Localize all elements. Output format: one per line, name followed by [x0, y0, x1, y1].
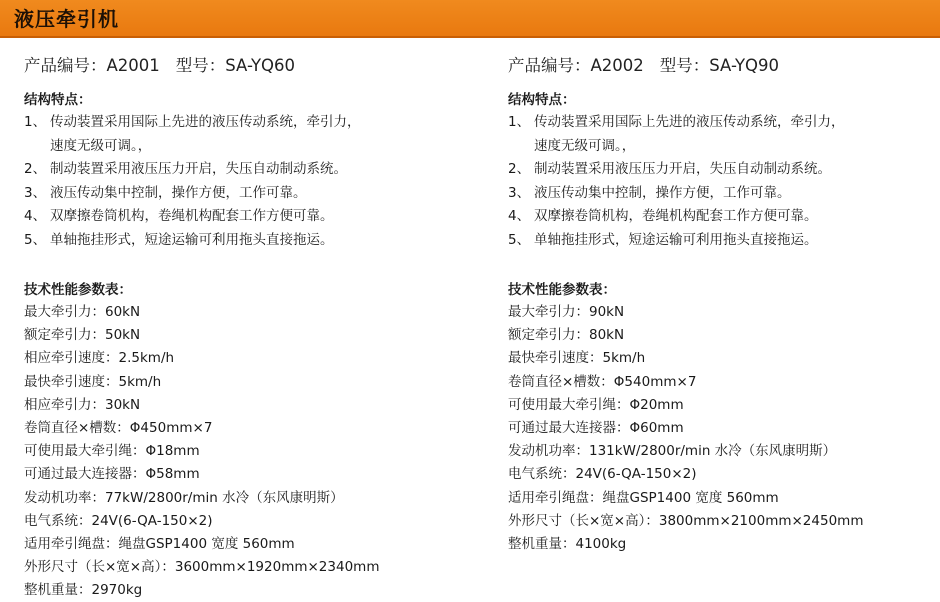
- spec-row: 整机重量：4100kg: [508, 535, 627, 552]
- feature-number: 1、: [24, 114, 47, 130]
- spec-row: 发动机功率：77kW/2800r/min 水冷（东风康明斯）: [24, 489, 344, 506]
- feature-item: [24, 182, 474, 206]
- feature-number: 5、: [24, 231, 47, 248]
- spec-row: 相应牵引力：30kN: [24, 396, 141, 413]
- model-label: 型号：: [659, 56, 710, 75]
- spec-row: 卷筒直径×槽数：Φ540mm×7: [508, 373, 697, 390]
- feature-text: 单轴拖挂形式，短途运输可利用拖头直接拖运。: [50, 231, 334, 248]
- model-number: SA-YQ90: [709, 56, 780, 75]
- features-list: [24, 111, 474, 252]
- specs-title: 技术性能参数表：: [508, 282, 616, 298]
- feature-item: [508, 182, 938, 206]
- page-title: 液压牵引机: [14, 7, 119, 31]
- features-title: 结构特点：: [508, 92, 576, 108]
- feature-text: 传动装置采用国际上先进的液压传动系统，牵引力，: [50, 114, 361, 130]
- spec-row: 最快牵引速度：5km/h: [508, 350, 646, 367]
- spec-row: 适用牵引绳盘：绳盘GSP1400 宽度 560mm: [508, 489, 779, 506]
- feature-text: 传动装置采用国际上先进的液压传动系统，牵引力，: [534, 114, 845, 130]
- product-code-label: 产品编号：: [24, 56, 107, 75]
- feature-text: 双摩擦卷筒机构，卷绳机构配套工作方便可靠。: [534, 208, 818, 224]
- spec-row: 外形尺寸（长×宽×高）：3800mm×2100mm×2450mm: [508, 512, 864, 529]
- spec-row: 电气系统：24V(6-QA-150×2): [508, 466, 697, 483]
- feature-item: [508, 205, 938, 229]
- feature-text: 制动装置采用液压压力开启，失压自动制动系统。: [534, 161, 831, 177]
- product-column-a2001: [24, 52, 474, 602]
- feature-number: 2、: [24, 161, 47, 177]
- model-number: SA-YQ60: [225, 56, 296, 75]
- specs-list: [508, 301, 938, 556]
- feature-number: 4、: [508, 208, 531, 224]
- spec-row: 可通过最大连接器：Φ58mm: [24, 466, 200, 483]
- feature-text-continued: 速度无级可调。，: [50, 137, 152, 154]
- spec-row: 额定牵引力：80kN: [508, 327, 625, 344]
- product-header: [508, 52, 938, 80]
- feature-number: 3、: [508, 184, 531, 201]
- spec-row: 整机重量：2970kg: [24, 582, 143, 599]
- product-code: A2002: [590, 56, 644, 75]
- feature-number: 4、: [24, 208, 47, 224]
- spec-row: 卷筒直径×槽数：Φ450mm×7: [24, 419, 213, 436]
- feature-item: [24, 111, 474, 135]
- spec-row: 最快牵引速度：5km/h: [24, 373, 162, 390]
- feature-text: 液压传动集中控制，操作方便，工作可靠。: [534, 184, 791, 201]
- feature-item: [24, 158, 474, 182]
- product-code-label: 产品编号：: [508, 56, 591, 75]
- feature-item: [24, 229, 474, 253]
- feature-text: 制动装置采用液压压力开启，失压自动制动系统。: [50, 161, 347, 177]
- features-title: 结构特点：: [24, 92, 92, 108]
- features-section: [24, 89, 474, 252]
- feature-text: 液压传动集中控制，操作方便，工作可靠。: [50, 184, 307, 201]
- features-list: [508, 111, 938, 252]
- spec-row: 适用牵引绳盘：绳盘GSP1400 宽度 560mm: [24, 535, 295, 552]
- feature-text-continued: 速度无级可调。，: [534, 137, 636, 154]
- spec-row: 相应牵引速度：2.5km/h: [24, 350, 175, 367]
- product-header: [24, 52, 474, 80]
- spec-row: 可通过最大连接器：Φ60mm: [508, 419, 684, 436]
- feature-item: [24, 205, 474, 229]
- specs-section: [24, 279, 474, 602]
- feature-item: [508, 229, 938, 253]
- feature-item: [508, 111, 938, 135]
- title-bar: [0, 0, 940, 38]
- feature-number: 2、: [508, 161, 531, 177]
- specs-title: 技术性能参数表：: [24, 282, 132, 298]
- features-section: [508, 89, 938, 252]
- spec-row: 最大牵引力：60kN: [24, 304, 141, 320]
- feature-text: 单轴拖挂形式，短途运输可利用拖头直接拖运。: [534, 231, 818, 248]
- spec-row: 可使用最大牵引绳：Φ20mm: [508, 396, 684, 413]
- product-column-a2002: [508, 52, 938, 556]
- specs-section: [508, 279, 938, 556]
- spec-row: 发动机功率：131kW/2800r/min 水冷（东风康明斯）: [508, 443, 837, 460]
- spec-row: 外形尺寸（长×宽×高）：3600mm×1920mm×2340mm: [24, 559, 380, 576]
- spec-row: 可使用最大牵引绳：Φ18mm: [24, 443, 200, 460]
- product-code: A2001: [106, 56, 160, 75]
- feature-text: 双摩擦卷筒机构，卷绳机构配套工作方便可靠。: [50, 208, 334, 224]
- feature-number: 1、: [508, 114, 531, 130]
- feature-number: 3、: [24, 184, 47, 201]
- spec-row: 额定牵引力：50kN: [24, 327, 141, 344]
- feature-number: 5、: [508, 231, 531, 248]
- specs-list: [24, 301, 474, 602]
- spec-row: 最大牵引力：90kN: [508, 304, 625, 320]
- model-label: 型号：: [175, 56, 226, 75]
- spec-row: 电气系统：24V(6-QA-150×2): [24, 512, 213, 529]
- feature-item: [508, 158, 938, 182]
